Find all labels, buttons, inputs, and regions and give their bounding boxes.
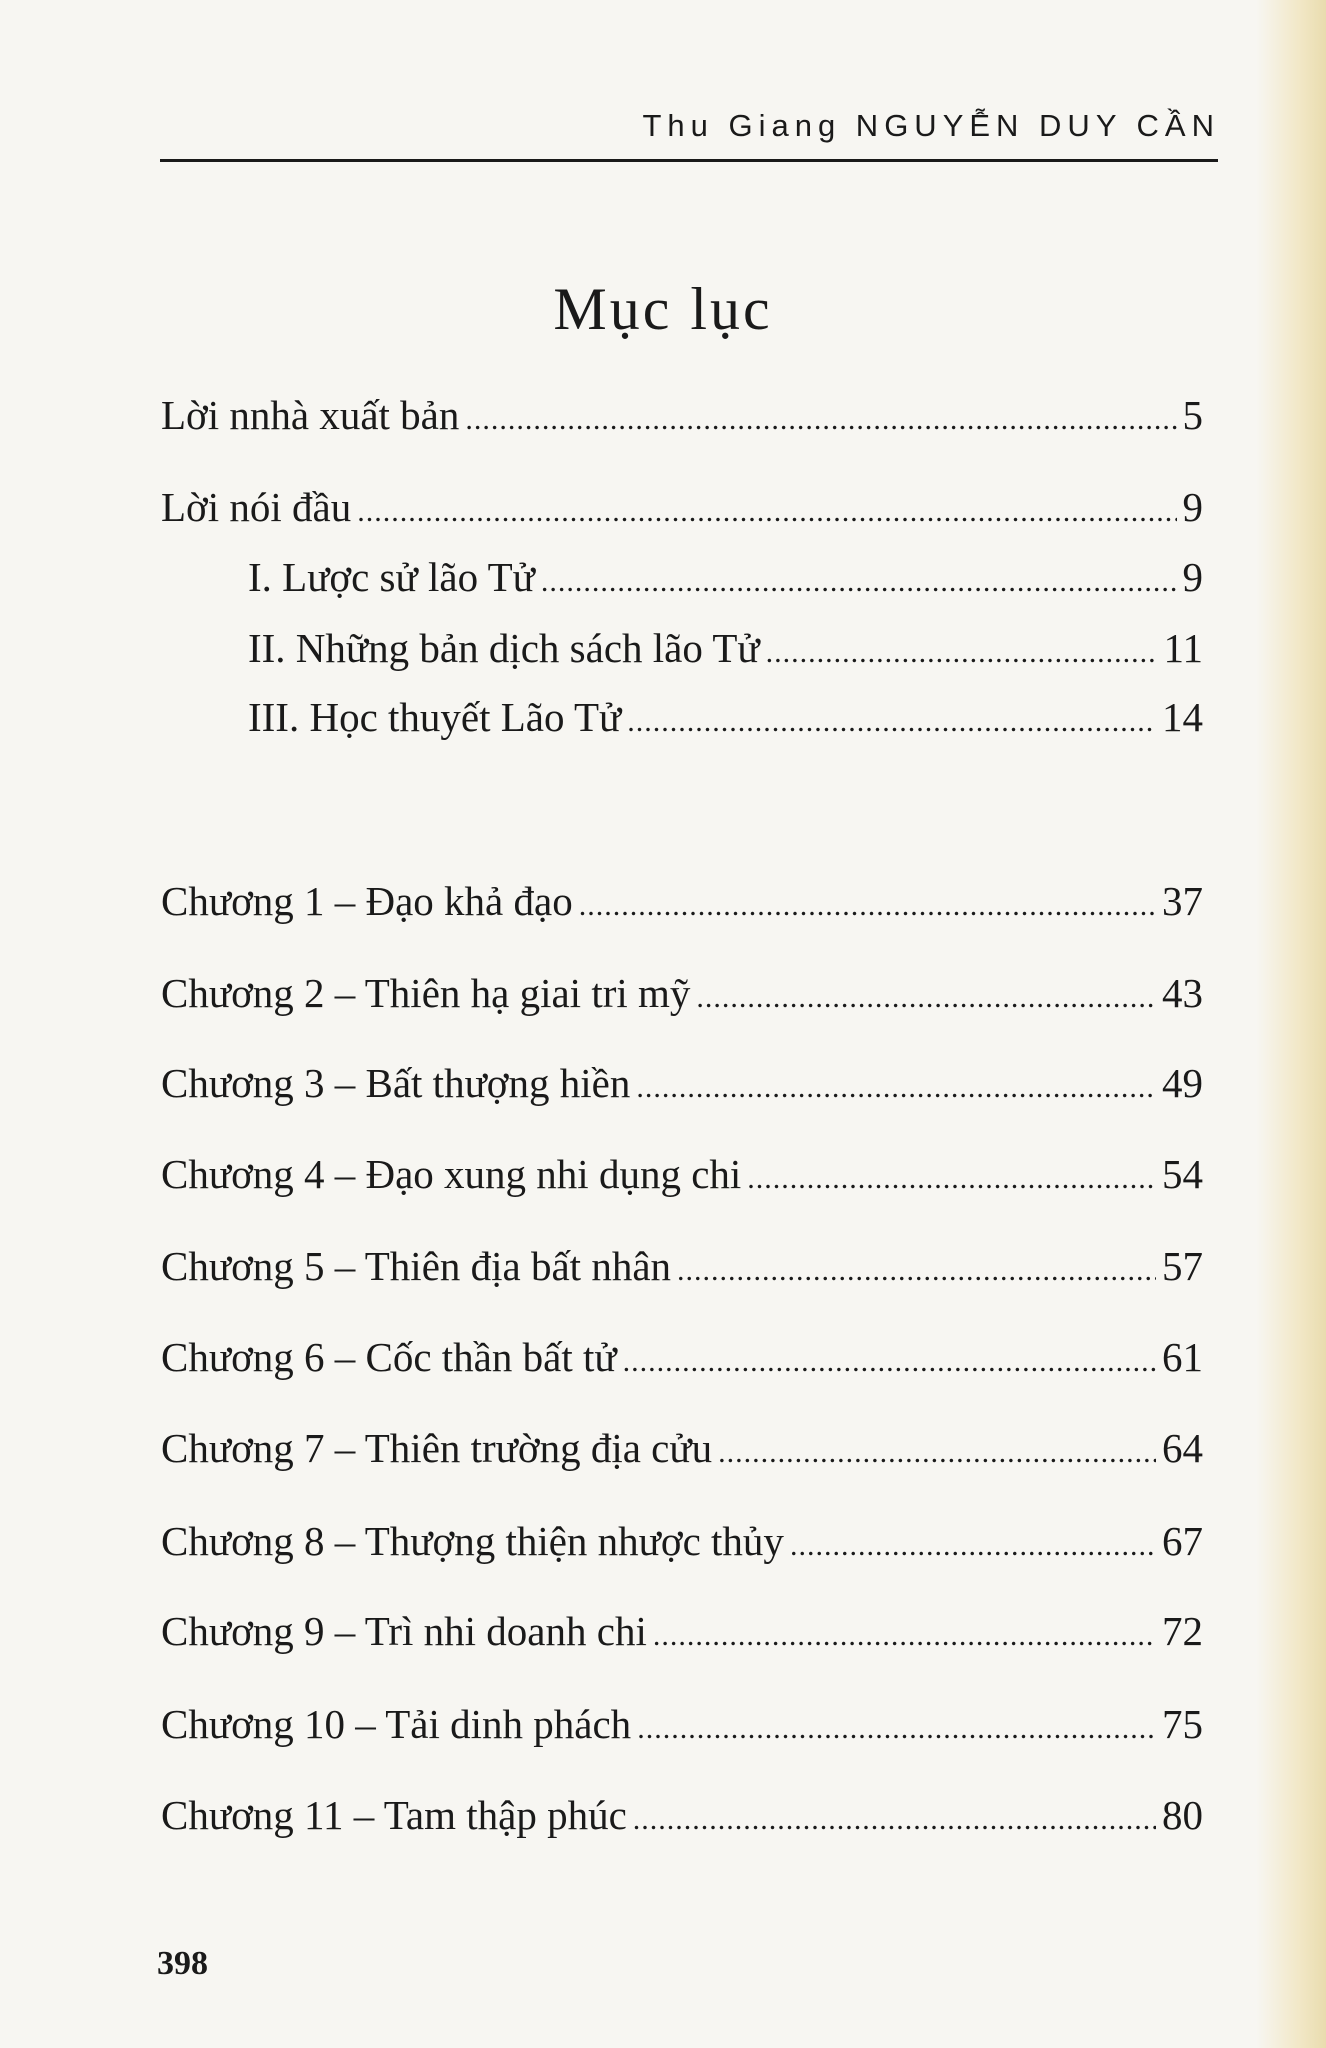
toc-entry-page: 75	[1162, 1701, 1203, 1747]
toc-entry-label: Chương 4 – Đạo xung nhi dụng chi	[161, 1151, 742, 1197]
toc-entry-label: Lời nnhà xuất bản	[161, 392, 460, 438]
running-header: Thu Giang NGUYỄN DUY CẦN	[642, 108, 1220, 143]
dot-leader	[790, 1518, 1156, 1574]
toc-entry-page: 5	[1182, 392, 1203, 438]
toc-entry-page: 54	[1162, 1151, 1203, 1197]
toc-entry	[248, 549, 1203, 605]
toc-entry-page: 67	[1162, 1518, 1203, 1564]
dot-leader	[627, 694, 1156, 750]
toc-entry-label: Chương 8 – Thượng thiện nhược thủy	[161, 1518, 784, 1564]
dot-leader	[747, 1151, 1156, 1207]
toc-entry	[161, 1696, 1203, 1752]
page-number: 398	[157, 1945, 208, 1982]
toc-entry-label: Chương 2 – Thiên hạ giai tri mỹ	[161, 970, 691, 1016]
toc-entry	[161, 1513, 1203, 1569]
toc-entry-label: Chương 5 – Thiên địa bất nhân	[161, 1243, 672, 1289]
toc-entry-page: 43	[1162, 970, 1203, 1016]
toc-entry-page: 37	[1162, 878, 1203, 924]
dot-leader	[636, 1060, 1156, 1116]
toc-entry-label: Chương 3 – Bất thượng hiền	[161, 1060, 631, 1106]
dot-leader	[766, 625, 1158, 681]
toc-entry-page: 14	[1162, 694, 1203, 740]
toc-entry-label: Chương 1 – Đạo khả đạo	[161, 878, 573, 924]
toc-entry-label: Chương 9 – Trì nhi doanh chi	[161, 1608, 647, 1654]
toc-entry	[248, 689, 1203, 745]
toc-entry	[161, 1603, 1203, 1659]
dot-leader	[718, 1425, 1156, 1481]
toc-entry-page: 61	[1162, 1334, 1203, 1380]
toc-entry	[161, 1420, 1203, 1476]
toc-entry-page: 64	[1162, 1425, 1203, 1471]
toc-entry	[161, 1238, 1203, 1294]
toc-entry-page: 57	[1162, 1243, 1203, 1289]
dot-leader	[633, 1792, 1156, 1848]
toc-entry-label: Lời nói đầu	[161, 484, 352, 530]
dot-leader	[623, 1334, 1156, 1390]
toc-entry	[161, 1787, 1203, 1843]
toc-entry-label: Chương 7 – Thiên trường địa cửu	[161, 1425, 713, 1471]
toc-entry-label: III. Học thuyết Lão Tử	[248, 694, 622, 740]
dot-leader	[696, 970, 1156, 1026]
dot-leader	[541, 554, 1177, 610]
toc-entry	[161, 873, 1203, 929]
toc-entry	[161, 479, 1203, 535]
dot-leader	[677, 1243, 1156, 1299]
toc-entry-page: 80	[1162, 1792, 1203, 1838]
toc-entry-label: Chương 10 – Tải dinh phách	[161, 1701, 632, 1747]
toc-entry-page: 49	[1162, 1060, 1203, 1106]
toc-entry	[161, 387, 1203, 443]
header-rule	[160, 159, 1218, 162]
toc-entry-label: Chương 6 – Cốc thần bất tử	[161, 1334, 617, 1380]
toc-entry	[161, 1055, 1203, 1111]
toc-entry	[161, 965, 1203, 1021]
toc-entry-page: 9	[1182, 554, 1203, 600]
toc-entry-label: II. Những bản dịch sách lão Tử	[248, 625, 760, 671]
dot-leader	[653, 1608, 1156, 1664]
page-title: Mục lục	[553, 276, 773, 342]
toc-entry	[248, 620, 1203, 676]
toc-entry-label: Chương 11 – Tam thập phúc	[161, 1792, 627, 1838]
toc-entry-page: 72	[1162, 1608, 1203, 1654]
toc-entry-page: 11	[1163, 625, 1203, 671]
toc-entry	[161, 1329, 1203, 1385]
dot-leader	[579, 878, 1156, 934]
toc-entry-label: I. Lược sử lão Tử	[248, 554, 535, 600]
toc-entry	[161, 1146, 1203, 1202]
dot-leader	[465, 392, 1176, 448]
dot-leader	[637, 1701, 1156, 1757]
dot-leader	[357, 484, 1176, 540]
toc-entry-page: 9	[1182, 484, 1203, 530]
